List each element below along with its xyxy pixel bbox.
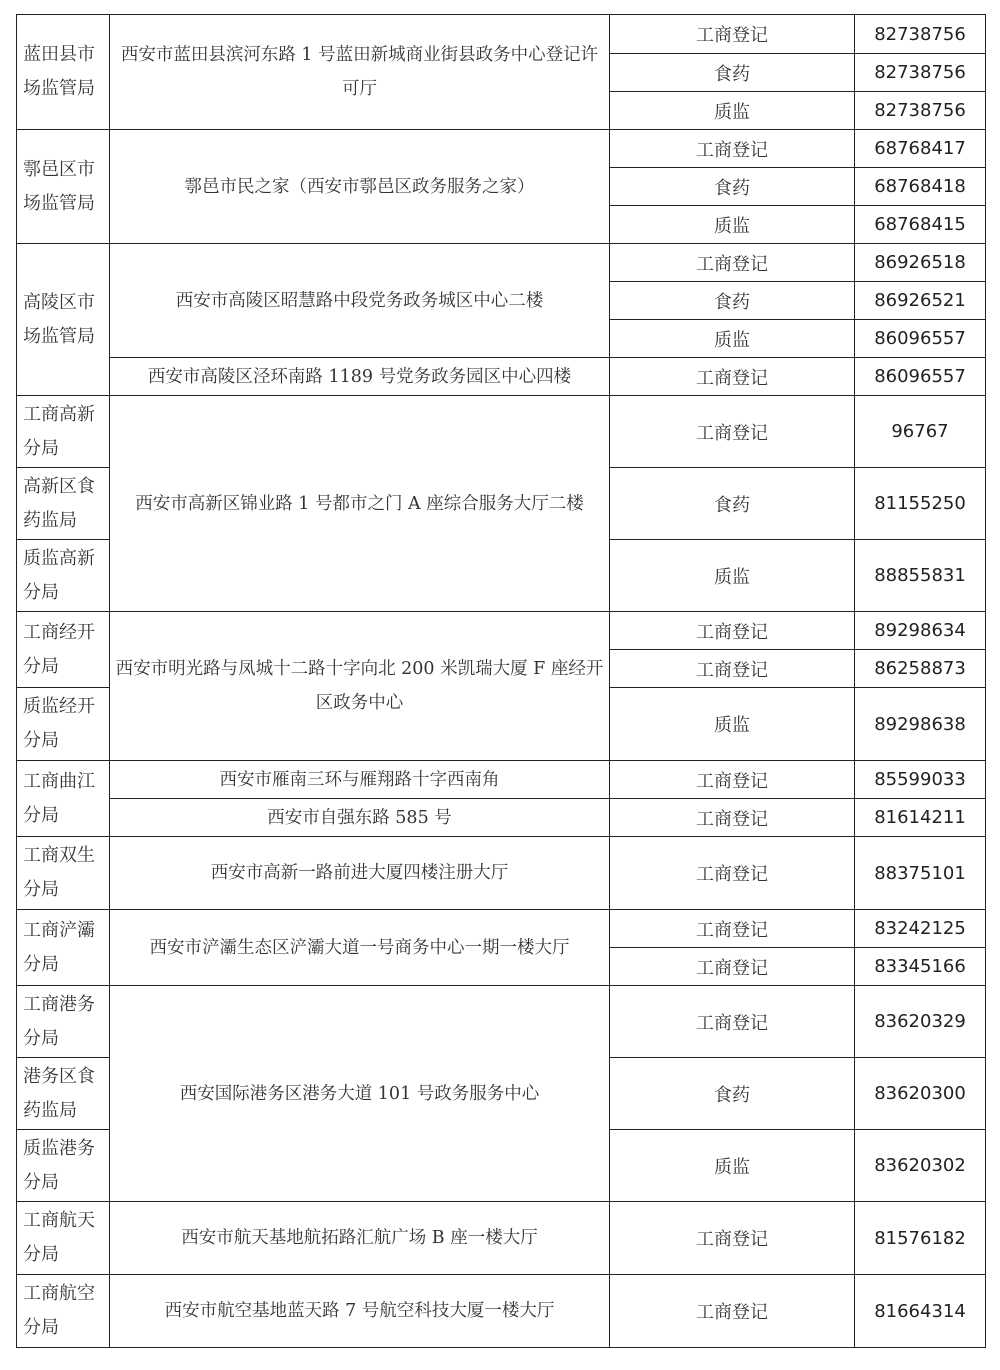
org-name-cell: 质监高新分局	[17, 540, 110, 612]
category-cell: 工商登记	[610, 396, 855, 468]
phone-cell: 83620302	[855, 1130, 986, 1202]
address-cell: 西安市高陵区昭慧路中段党务政务城区中心二楼	[110, 244, 610, 358]
table-row	[17, 15, 986, 54]
table-row	[17, 910, 986, 948]
category-cell: 工商登记	[610, 1202, 855, 1275]
address-cell: 西安市明光路与凤城十二路十字向北 200 米凯瑞大厦 F 座经开区政务中心	[110, 612, 610, 761]
address-cell: 西安市自强东路 585 号	[110, 799, 610, 837]
category-cell: 工商登记	[610, 1275, 855, 1348]
category-cell: 工商登记	[610, 761, 855, 799]
org-name-cell: 工商高新分局	[17, 396, 110, 468]
table-row	[17, 1202, 986, 1275]
address-cell: 西安市蓝田县滨河东路 1 号蓝田新城商业街县政务中心登记许可厅	[110, 15, 610, 130]
table-row	[17, 358, 986, 396]
phone-cell: 83242125	[855, 910, 986, 948]
org-name-cell: 工商浐灞分局	[17, 910, 110, 986]
address-cell: 西安市浐灞生态区浐灞大道一号商务中心一期一楼大厅	[110, 910, 610, 986]
address-cell: 西安市高陵区泾环南路 1189 号党务政务园区中心四楼	[110, 358, 610, 396]
org-name-cell: 工商港务分局	[17, 986, 110, 1058]
phone-cell: 83620300	[855, 1058, 986, 1130]
category-cell: 质监	[610, 206, 855, 244]
org-name-cell: 鄠邑区市场监管局	[17, 130, 110, 244]
phone-cell: 88855831	[855, 540, 986, 612]
org-name-cell: 质监港务分局	[17, 1130, 110, 1202]
address-cell: 西安市高新一路前进大厦四楼注册大厅	[110, 837, 610, 910]
phone-cell: 85599033	[855, 761, 986, 799]
phone-cell: 81576182	[855, 1202, 986, 1275]
org-name-cell: 工商航天分局	[17, 1202, 110, 1275]
org-name-cell: 工商双生分局	[17, 837, 110, 910]
phone-cell: 81614211	[855, 799, 986, 837]
address-cell: 西安市航空基地蓝天路 7 号航空科技大厦一楼大厅	[110, 1275, 610, 1348]
org-name-cell: 高新区食药监局	[17, 468, 110, 540]
phone-cell: 83620329	[855, 986, 986, 1058]
address-cell: 西安市雁南三环与雁翔路十字西南角	[110, 761, 610, 799]
phone-cell: 81664314	[855, 1275, 986, 1348]
org-name-cell: 蓝田县市场监管局	[17, 15, 110, 130]
address-cell: 鄠邑市民之家（西安市鄠邑区政务服务之家）	[110, 130, 610, 244]
category-cell: 工商登记	[610, 910, 855, 948]
phone-cell: 68768415	[855, 206, 986, 244]
table-row	[17, 612, 986, 650]
category-cell: 食药	[610, 1058, 855, 1130]
phone-cell: 82738756	[855, 54, 986, 92]
category-cell: 食药	[610, 468, 855, 540]
phone-cell: 82738756	[855, 15, 986, 54]
category-cell: 工商登记	[610, 799, 855, 837]
category-cell: 工商登记	[610, 15, 855, 54]
phone-cell: 68768418	[855, 168, 986, 206]
phone-cell: 68768417	[855, 130, 986, 168]
org-name-cell: 高陵区市场监管局	[17, 244, 110, 396]
category-cell: 工商登记	[610, 612, 855, 650]
category-cell: 工商登记	[610, 244, 855, 282]
table-row	[17, 761, 986, 799]
table-row	[17, 244, 986, 282]
category-cell: 工商登记	[610, 358, 855, 396]
phone-cell: 96767	[855, 396, 986, 468]
category-cell: 食药	[610, 282, 855, 320]
category-cell: 质监	[610, 1130, 855, 1202]
phone-cell: 86096557	[855, 320, 986, 358]
org-name-cell: 工商航空分局	[17, 1275, 110, 1348]
category-cell: 工商登记	[610, 986, 855, 1058]
category-cell: 食药	[610, 54, 855, 92]
address-cell: 西安国际港务区港务大道 101 号政务服务中心	[110, 986, 610, 1202]
org-name-cell: 质监经开分局	[17, 688, 110, 761]
phone-cell: 83345166	[855, 948, 986, 986]
phone-cell: 81155250	[855, 468, 986, 540]
phone-cell: 89298638	[855, 688, 986, 761]
table-row	[17, 986, 986, 1058]
org-name-cell: 工商曲江分局	[17, 761, 110, 837]
org-name-cell: 港务区食药监局	[17, 1058, 110, 1130]
table-body	[17, 15, 986, 1348]
phone-cell: 88375101	[855, 837, 986, 910]
table-row	[17, 799, 986, 837]
category-cell: 工商登记	[610, 837, 855, 910]
phone-cell: 86258873	[855, 650, 986, 688]
category-cell: 质监	[610, 688, 855, 761]
category-cell: 工商登记	[610, 948, 855, 986]
address-cell: 西安市高新区锦业路 1 号都市之门 A 座综合服务大厅二楼	[110, 396, 610, 612]
table-row	[17, 837, 986, 910]
phone-cell: 89298634	[855, 612, 986, 650]
table-row	[17, 1275, 986, 1348]
table-row	[17, 396, 986, 468]
category-cell: 质监	[610, 540, 855, 612]
org-name-cell: 工商经开分局	[17, 612, 110, 688]
phone-cell: 86926518	[855, 244, 986, 282]
office-contact-table	[16, 14, 986, 1348]
category-cell: 质监	[610, 92, 855, 130]
phone-cell: 86926521	[855, 282, 986, 320]
category-cell: 质监	[610, 320, 855, 358]
phone-cell: 82738756	[855, 92, 986, 130]
category-cell: 工商登记	[610, 650, 855, 688]
table-row	[17, 130, 986, 168]
phone-cell: 86096557	[855, 358, 986, 396]
category-cell: 食药	[610, 168, 855, 206]
category-cell: 工商登记	[610, 130, 855, 168]
address-cell: 西安市航天基地航拓路汇航广场 B 座一楼大厅	[110, 1202, 610, 1275]
